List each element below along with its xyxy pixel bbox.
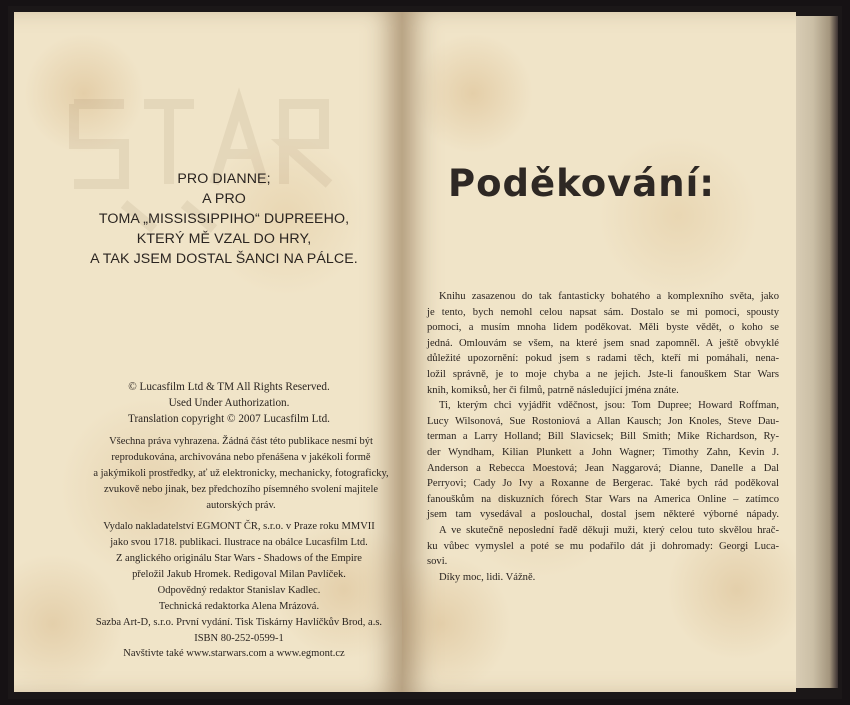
rights-line: reprodukována, archivována nebo přenášena v jakékoli formě — [111, 452, 371, 463]
acknowledgements-text — [427, 289, 779, 585]
text-line: der Wyndham, Kilian Plunkett a John Wagner; Timothy Zahn, Kevin J. — [427, 446, 779, 458]
text-line: A ve skutečně neposlední řadě děkuji muži, který celou tuto skvělou hrač- — [439, 524, 779, 536]
text-line: Anderson a Rebecca Moestová; Jean Naggarová; Dianne, Danelle a Dal — [427, 462, 779, 474]
isbn: ISBN 80-252-0599-1 — [194, 633, 284, 644]
rights-line: Všechna práva vyhrazena. Žádná část této publikace nesmí být — [109, 436, 373, 447]
text-line: ložil správně, je to moje chyba a ne jejich. Jste-li fanouškem Star Wars — [427, 368, 779, 380]
copyright-notice — [84, 379, 374, 427]
text-line: Ti, kterým chci vyjádřit vděčnost, jsou: Tom Dupree; Howard Roffman, — [439, 400, 779, 412]
text-line: ku vůbec vymyslel a poté se mu podařilo dát ji dohromady: Georgi Luca- — [427, 540, 779, 552]
imprint-line: Z anglického originálu Star Wars - Shadows of the Empire — [116, 553, 362, 564]
imprint-line: Odpovědný redaktor Stanislav Kadlec. — [157, 585, 321, 596]
imprint-line: přeložil Jakub Hromek. Redigoval Milan Pavlíček. — [132, 569, 346, 580]
publisher-imprint — [84, 519, 394, 647]
page-edge — [796, 16, 838, 688]
text-line: knih, komiksů, her či filmů, patrně následující jména znáte. — [427, 384, 679, 396]
text-line: fanouškům na diskuzních fórech Star Wars na America Online – zatímco — [427, 493, 779, 505]
text-line: jsem tam vysedával a poslouchal, dostal jsem některé výborné nápady. — [427, 509, 779, 521]
text-line: terman a Larry Holland; Bill Slavicsek; Bill Smith; Mike Richardson, Ry- — [427, 431, 779, 443]
page-title: Poděkování: — [448, 162, 716, 205]
text-line: je tento, bych nemohl celou napsat sám. Dostalo se mi pomoci, spousty — [427, 306, 779, 318]
rights-line: autorských práv. — [206, 500, 276, 511]
text-line: Lucy Wilsonová, Sue Rostoniová a Allan Kausch; Jon Knoles, Steve Dau- — [427, 415, 779, 427]
rights-line: a jakýmikoli prostředky, ať už elektronicky, mechanicky, fotograficky, — [93, 468, 389, 479]
text-line: pomoci, a musím mnoha lidem poděkovat. Měli byste vědět, o koho se — [427, 322, 779, 334]
imprint-line: Sazba Art-D, s.r.o. První vydání. Tisk Tiskárny Havlíčkův Brod, a.s. — [95, 617, 383, 628]
text-line: Perryovi; Cady Jo Ivy a Roxanne de Bergerac. Také bych rád poděkoval — [427, 478, 779, 490]
copyright-line: © Lucasfilm Ltd & TM All Rights Reserved. — [128, 381, 330, 393]
imprint-line: jako svou 1718. publikaci. Ilustrace na obálce Lucasfilm Ltd. — [110, 537, 368, 548]
left-page — [14, 12, 402, 692]
text-line: Díky moc, lidi. Vážně. — [439, 571, 536, 583]
text-line: sovi. — [427, 556, 448, 568]
dedication-line: A TAK JSEM DOSTAL ŠANCI NA PÁLCE. — [90, 251, 358, 267]
text-line: jedná. Omlouvám se všem, na které jsem snad zapomněl. A ještě obvyklé — [427, 337, 779, 349]
rights-line: zvukově nebo jinak, bez předchozího písemného svolení majitele — [103, 484, 379, 495]
dedication-line: A PRO — [202, 191, 246, 207]
imprint-line: Vydalo nakladatelství EGMONT ČR, s.r.o. v Praze roku MMVII — [103, 521, 375, 532]
text-line: důležité upozornění: pokud jsem s radami těch, kteří mi pomáhali, nena- — [427, 353, 779, 365]
dedication-line: KTERÝ MĚ VZAL DO HRY, — [136, 231, 312, 247]
dedication-line: TOMA „MISSISSIPPIHO“ DUPREEHO, — [98, 211, 350, 227]
copyright-line: Used Under Authorization. — [168, 397, 290, 409]
dedication — [74, 169, 374, 269]
imprint-line: Technická redaktorka Alena Mrázová. — [158, 601, 320, 612]
copyright-line: Translation copyright © 2007 Lucasfilm Ltd. — [128, 413, 330, 425]
dedication-line: PRO DIANNE; — [177, 171, 271, 187]
rights-notice — [90, 434, 392, 514]
text-line: Knihu zasazenou do tak fantasticky bohatého a komplexního světa, jako — [439, 291, 779, 302]
open-book — [8, 6, 842, 699]
right-page — [402, 12, 796, 692]
website-note: Navštivte také www.starwars.com a www.egmont.cz — [123, 648, 345, 659]
